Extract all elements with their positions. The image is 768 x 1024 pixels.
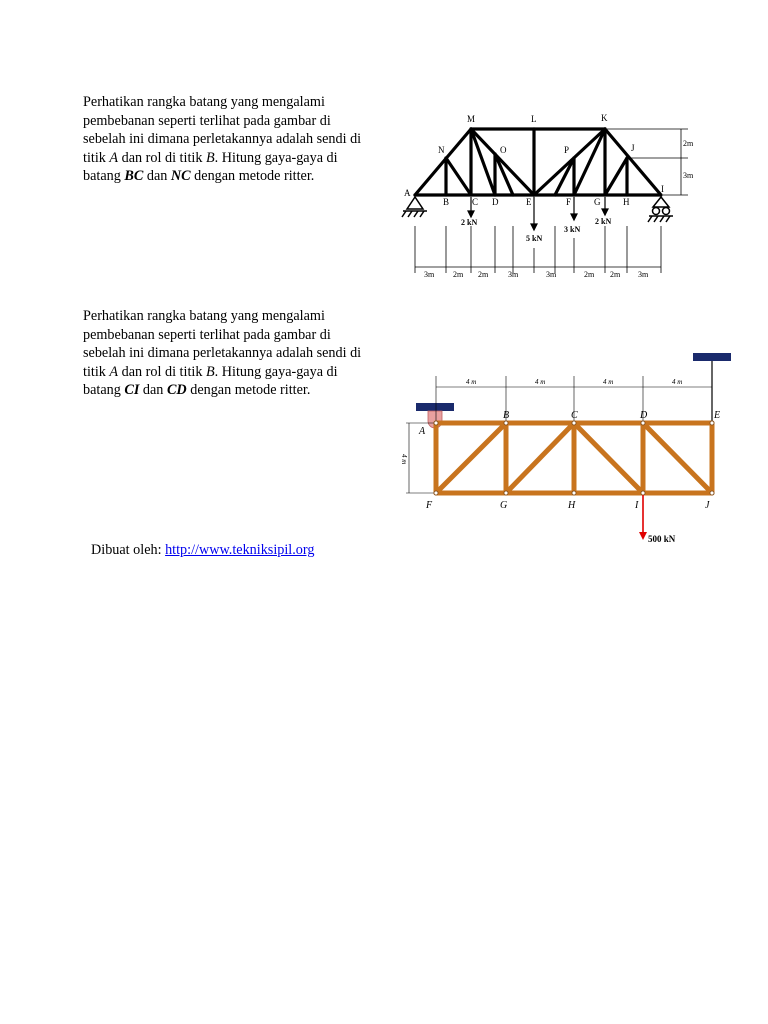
node-label: A [404, 188, 411, 198]
text-line: pembebanan seperti terlihat pada gambar di [83, 112, 331, 129]
node-label: M [467, 114, 476, 124]
text-line: pembebanan seperti terlihat pada gambar di [83, 326, 331, 343]
pin-support-icon [416, 403, 454, 411]
text-line: titik A dan rol di titik B. Hitung gaya-gaya di [83, 363, 338, 380]
dimension-label: 3m [424, 270, 435, 279]
load-label: 500 kN [648, 534, 676, 544]
node-label: D [640, 410, 648, 421]
dimension-label: 4 m [672, 378, 683, 386]
node-label: G [594, 197, 601, 207]
node-label: C [571, 410, 578, 421]
dimension-label: 4 m [400, 454, 408, 465]
node-label: D [492, 197, 499, 207]
dimension-label: 4 m [603, 378, 614, 386]
dimension-label: 2m [610, 270, 621, 279]
node-label: K [601, 113, 608, 123]
load-label: 3 kN [564, 225, 581, 234]
node-label: E [714, 410, 721, 421]
dimension-label: 3m [508, 270, 519, 279]
node-label: I [661, 184, 664, 194]
dimension-label: 4 m [535, 378, 546, 386]
load-label: 2 kN [595, 217, 612, 226]
problem-1-text [83, 93, 383, 186]
hanger-support-icon [693, 353, 731, 361]
credit-line [91, 542, 314, 559]
node-label: G [500, 500, 508, 511]
node-label: L [531, 114, 537, 124]
node-label: C [472, 197, 479, 207]
node-label: B [503, 410, 510, 421]
text-line: sebelah ini dimana perletakannya adalah sendi di [83, 345, 362, 362]
node-label: H [623, 197, 630, 207]
text-line: Perhatikan rangka batang yang mengalami [83, 94, 325, 110]
node-label: B [443, 197, 450, 207]
text-line: batang BC dan NC dengan metode ritter. [83, 168, 315, 185]
truss-diagram-2 [398, 348, 738, 544]
roller-support-icon [648, 197, 673, 222]
node-label: J [705, 500, 710, 511]
dimension-label: 2m [478, 270, 489, 279]
node-label: A [419, 426, 426, 437]
load-label: 5 kN [526, 234, 543, 243]
text-line: batang CI dan CD dengan metode ritter. [83, 382, 311, 399]
pin-support-icon [402, 197, 427, 217]
text-line: titik A dan rol di titik B. Hitung gaya-gaya di [83, 149, 338, 166]
dimension-label: 2m [584, 270, 595, 279]
dimension-label: 3m [683, 171, 694, 180]
dimension-label: 2m [453, 270, 464, 279]
dimension-label: 3m [546, 270, 557, 279]
credit-link[interactable]: http://www.tekniksipil.org [165, 542, 315, 558]
node-label: P [564, 145, 570, 155]
node-label: J [631, 143, 635, 153]
node-label: O [500, 145, 507, 155]
text-line: sebelah ini dimana perletakannya adalah sendi di [83, 131, 362, 148]
load-arrow [639, 495, 647, 540]
dimension-label: 4 m [466, 378, 477, 386]
node-label: F [426, 500, 433, 511]
node-label: E [526, 197, 532, 207]
node-label: N [438, 145, 445, 155]
node-label: I [635, 500, 639, 511]
text-line: Perhatikan rangka batang yang mengalami [83, 308, 325, 324]
truss-diagram-1 [398, 108, 708, 283]
node-label: F [566, 197, 572, 207]
dimension-label: 3m [638, 270, 649, 279]
node-label: H [568, 500, 576, 511]
credit-label: Dibuat oleh: [91, 542, 166, 558]
load-label: 2 kN [461, 218, 478, 227]
dimension-label: 2m [683, 139, 694, 148]
problem-2-text [83, 307, 383, 400]
